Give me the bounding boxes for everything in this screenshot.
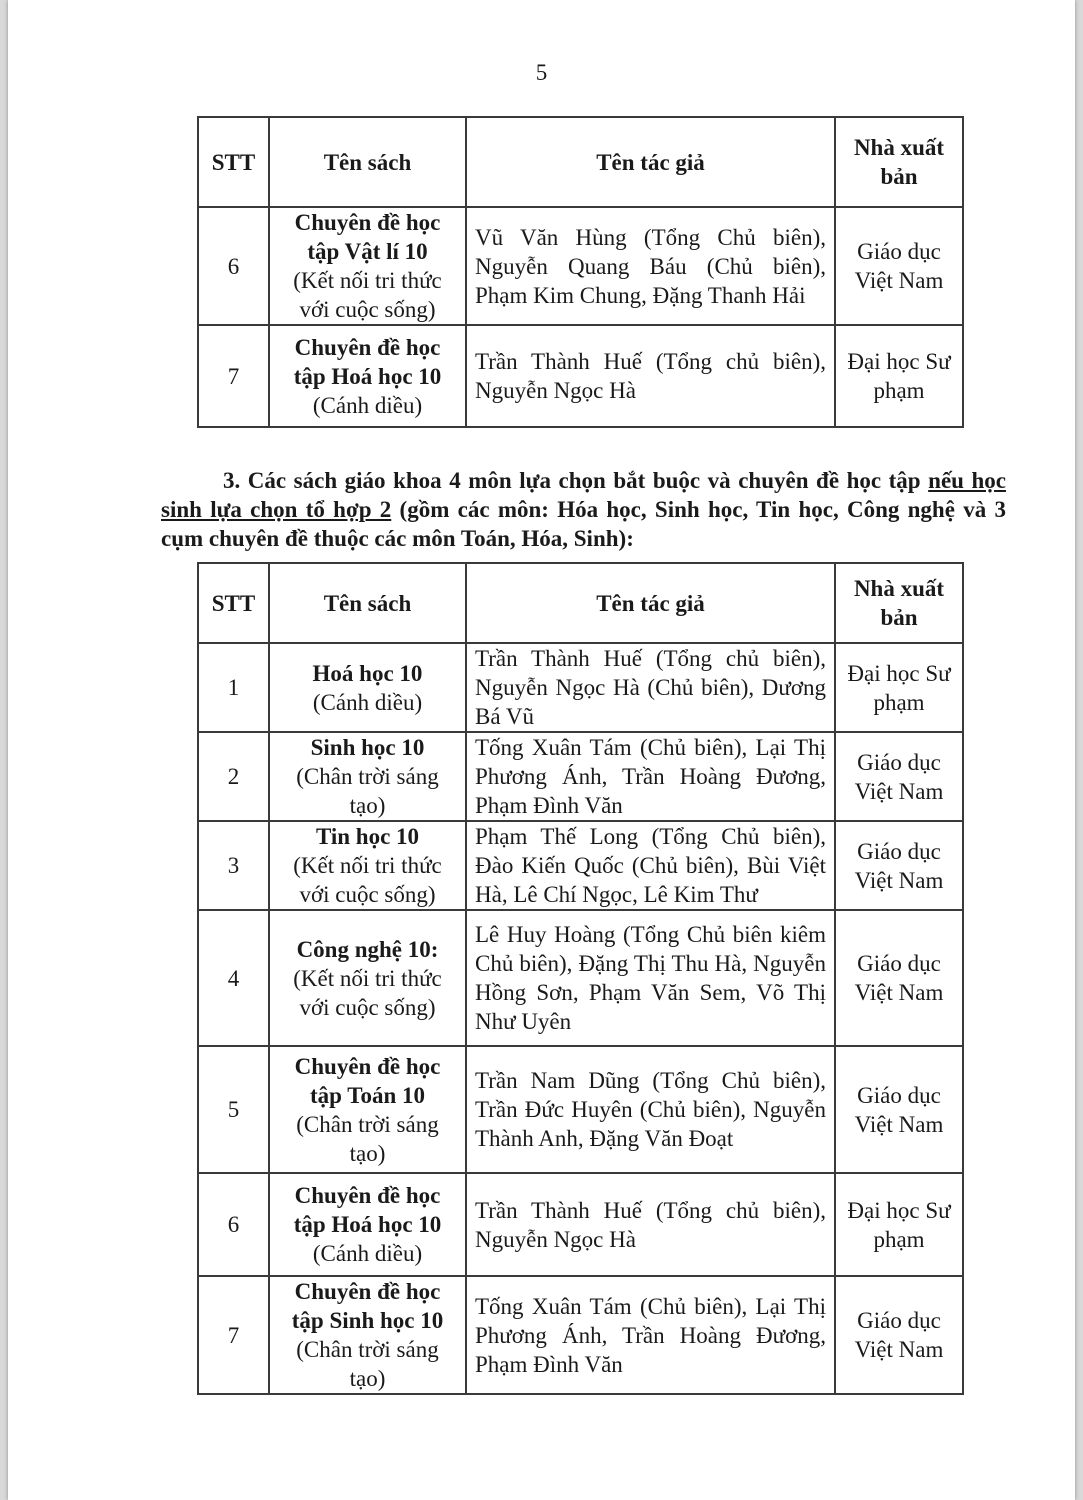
row-authors: Trần Thành Huế (Tổng chủ biên), Nguyễn Ngọc Hà [466,325,835,427]
row-authors: Vũ Văn Hùng (Tổng Chủ biên), Nguyễn Quang Báu (Chủ biên), Phạm Kim Chung, Đặng Thanh Hải [466,207,835,325]
row-authors: Trần Nam Dũng (Tổng Chủ biên), Trần Đức Huyên (Chủ biên), Nguyễn Thành Anh, Đặng Văn Đoạt [466,1046,835,1173]
book-series: (Cánh diều) [312,689,423,715]
table-row [198,910,963,1046]
row-stt: 7 [198,325,269,427]
row-title-cell [269,910,466,1046]
book-title: Công nghệ 10: [296,936,439,962]
row-stt: 6 [198,207,269,325]
row-stt: 5 [198,1046,269,1173]
table-header-row [198,563,963,643]
row-publisher: Đại học Sư phạm [835,1173,963,1276]
book-title: Chuyên đề học tập Vật lí 10 [294,210,441,264]
table-row [198,732,963,821]
row-stt: 3 [198,821,269,910]
header-title: Tên sách [269,117,466,207]
row-stt: 1 [198,643,269,732]
row-title-cell [269,821,466,910]
header-publisher: Nhà xuất bản [835,117,963,207]
row-authors: Lê Huy Hoàng (Tổng Chủ biên kiêm Chủ biên), Đặng Thị Thu Hà, Nguyễn Hồng Sơn, Phạm Văn Sem, Võ Thị Như Uyên [466,910,835,1046]
book-title: Chuyên đề học tập Sinh học 10 [291,1279,444,1333]
section-underlined: nếu học sinh lựa chọn tổ hợp 2 [161,468,1006,522]
row-title-cell [269,643,466,732]
book-title: Hoá học 10 [312,660,423,686]
row-title-cell [269,325,466,427]
row-stt: 7 [198,1276,269,1394]
book-series: (Chân trời sáng tạo) [296,764,439,818]
book-title: Tin học 10 [315,824,420,849]
row-authors: Trần Thành Huế (Tổng chủ biên), Nguyễn Ngọc Hà [466,1173,835,1276]
header-title: Tên sách [269,563,466,643]
section-3-heading [161,466,1006,553]
row-stt: 6 [198,1173,269,1276]
book-series: (Cánh diều) [312,392,423,418]
book-title: Sinh học 10 [310,735,425,760]
row-title-cell [269,207,466,325]
book-series: (Kết nối tri thức với cuộc sống) [293,965,442,1020]
row-authors: Tống Xuân Tám (Chủ biên), Lại Thị Phương Ánh, Trần Hoàng Đương, Phạm Đình Văn [466,732,835,821]
header-stt: STT [198,117,269,207]
table-row [198,1173,963,1276]
table-row [198,325,963,427]
table-row [198,821,963,910]
row-publisher: Giáo dục Việt Nam [835,732,963,821]
row-publisher: Giáo dục Việt Nam [835,1276,963,1394]
header-authors: Tên tác giả [466,563,835,643]
row-title-cell [269,1173,466,1276]
book-table-1 [197,116,964,428]
row-publisher: Đại học Sư phạm [835,325,963,427]
row-publisher: Giáo dục Việt Nam [835,821,963,910]
book-series: (Kết nối tri thức với cuộc sống) [293,853,442,907]
table-row [198,1276,963,1394]
row-authors: Phạm Thế Long (Tổng Chủ biên), Đào Kiến Quốc (Chủ biên), Bùi Việt Hà, Lê Chí Ngọc, Lê Kim Thư [466,821,835,910]
book-series: (Kết nối tri thức với cuộc sống) [293,268,442,322]
table-row [198,207,963,325]
row-publisher: Giáo dục Việt Nam [835,910,963,1046]
row-publisher: Giáo dục Việt Nam [835,207,963,325]
header-authors: Tên tác giả [466,117,835,207]
section-lead: 3. Các sách giáo khoa 4 môn lựa chọn bắt buộc và chuyên đề học tập [223,468,929,493]
book-series: (Chân trời sáng tạo) [296,1111,439,1166]
book-series: (Chân trời sáng tạo) [296,1337,439,1391]
table-row [198,643,963,732]
row-authors: Trần Thành Huế (Tổng chủ biên), Nguyễn Ngọc Hà (Chủ biên), Dương Bá Vũ [466,643,835,732]
book-title: Chuyên đề học tập Hoá học 10 [293,1183,442,1237]
row-publisher: Đại học Sư phạm [835,643,963,732]
row-stt: 2 [198,732,269,821]
page-number: 5 [535,60,548,85]
book-title: Chuyên đề học tập Toán 10 [294,1053,441,1108]
book-table-2 [197,562,964,1395]
row-authors: Tống Xuân Tám (Chủ biên), Lại Thị Phương Ánh, Trần Hoàng Đương, Phạm Đình Văn [466,1276,835,1394]
header-publisher: Nhà xuất bản [835,563,963,643]
row-publisher: Giáo dục Việt Nam [835,1046,963,1173]
row-title-cell [269,1046,466,1173]
book-series: (Cánh diều) [312,1241,423,1266]
document-page [8,0,1075,1500]
section-rest: (gồm các môn: Hóa học, Sinh học, Tin học, Công nghệ và 3 cụm chuyên đề thuộc các môn Toán, Hóa, Sinh): [161,497,1006,551]
header-stt: STT [198,563,269,643]
book-title: Chuyên đề học tập Hoá học 10 [293,334,442,389]
row-title-cell [269,1276,466,1394]
table-header-row [198,117,963,207]
row-title-cell [269,732,466,821]
table-row [198,1046,963,1173]
row-stt: 4 [198,910,269,1046]
